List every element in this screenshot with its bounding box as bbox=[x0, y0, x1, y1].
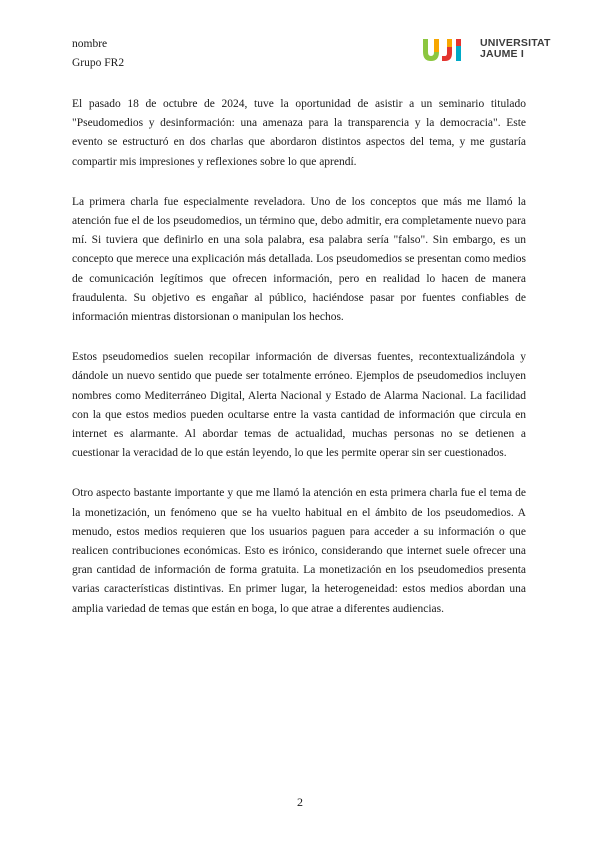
uji-logo-icon bbox=[423, 37, 473, 61]
logo-line-1: UNIVERSITAT bbox=[480, 37, 551, 49]
author-name: nombre bbox=[72, 38, 108, 50]
university-logo bbox=[423, 37, 551, 61]
paragraph: Otro aspecto bastante importante y que me llamó la atención en esta primera charla fue el tema de la monetización, un fenómeno que se ha vuelto habitual en el ámbito de los pseudomedios. A menudo, estos medios requieren que los usuarios paguen para acceder a su información o que realicen contribuciones económicas. Esto es irónico, considerando que internet suele ofrecer una gran cantidad de información de forma gratuita. La monetización en los pseudomedios presenta varias características distintivas. En primer lugar, la heterogeneidad: estos medios abordan una amplia variedad de temas que están en boga, lo que atrae a diferentes audiencias. bbox=[72, 487, 526, 615]
paragraph: La primera charla fue especialmente reveladora. Uno de los conceptos que más me llamó la atención fue el de los pseudomedios, un término que, debo admitir, era completamente nuevo para mí. Si tuviera que definirlo en una sola palabra, esa palabra sería "falso". Sin embargo, es un concepto que merece una explicación más detallada. Los pseudomedios se presentan como medios de comunicación legítimos que ofrecen información, pero en realidad lo hacen de manera fraudulenta. Su objetivo es engañar al público, haciéndose pasar por fuentes confiables de información mientras distorsionan o manipulan los hechos. bbox=[72, 195, 526, 324]
paragraph: El pasado 18 de octubre de 2024, tuve la oportunidad de asistir a un seminario titulado "Pseudomedios y desinformación: una amenaza para la transparencia y la democracia". Este evento se estructuró en dos charlas que abordaron distintos aspectos del tema, y me gustaría compartir mis impresiones y reflexiones sobre lo que aprendí. bbox=[72, 98, 526, 168]
paragraph: Estos pseudomedios suelen recopilar información de diversas fuentes, recontextualizándola y dándole un nuevo sentido que puede ser totalmente erróneo. Ejemplos de pseudomedios incluyen nombres como Mediterráneo Digital, Alerta Nacional y Estado de Alarma Nacional. La facilidad con la que estos medios pueden ocultarse entre la vasta cantidad de información que circula en internet es alarmante. Al abordar temas de actualidad, muchas personas no se detienen a cuestionar la veracidad de lo que están leyendo, lo que les permite operar sin ser cuestionados. bbox=[72, 351, 526, 460]
header-author-block bbox=[72, 35, 124, 73]
document-body bbox=[72, 95, 526, 640]
group-label: Grupo FR2 bbox=[72, 57, 125, 69]
page-number: 2 bbox=[297, 795, 303, 809]
logo-text bbox=[480, 38, 551, 60]
logo-line-2: JAUME I bbox=[480, 48, 524, 60]
